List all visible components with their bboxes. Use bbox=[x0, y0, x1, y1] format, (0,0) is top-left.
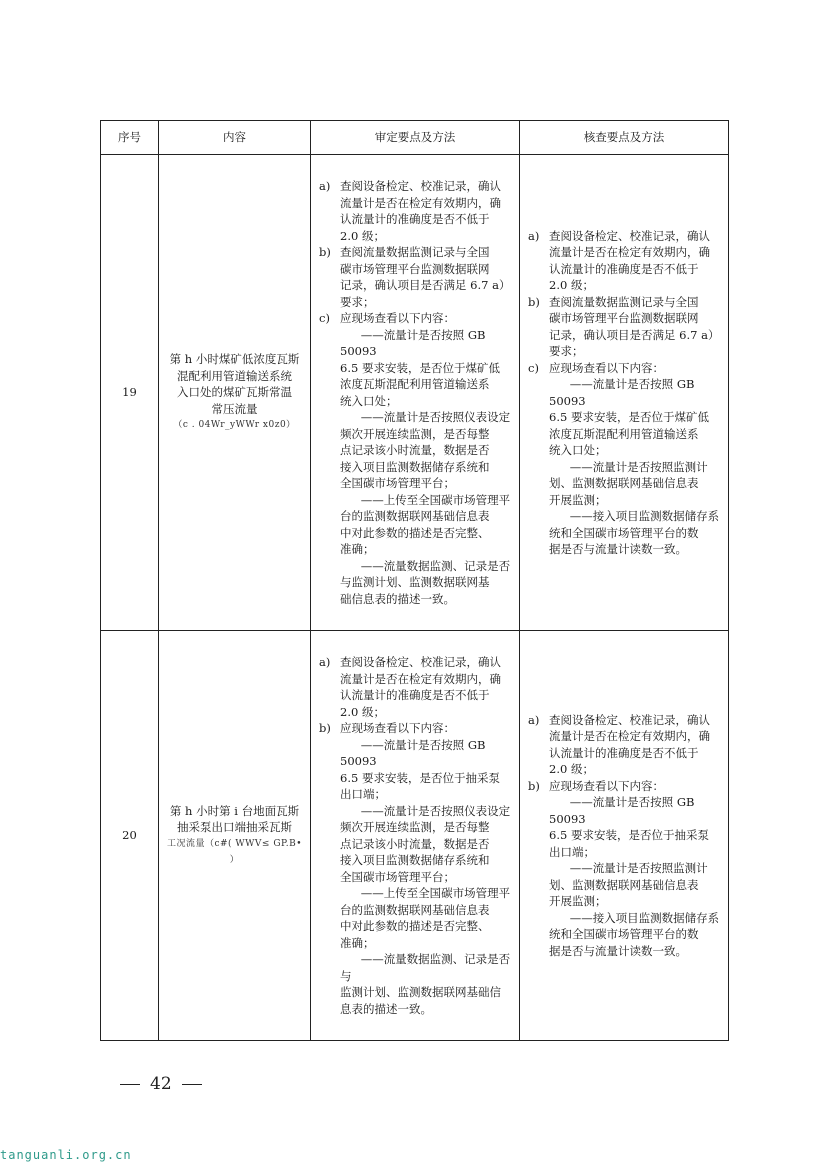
item-text-line: ——流量数据监测、记录是否 bbox=[360, 558, 511, 573]
item-text-line: 应现场查看以下内容： bbox=[549, 360, 664, 375]
item-text-line: ——上传至全国碳市场管理平 bbox=[360, 492, 511, 507]
item-text-line: ——流量计是否按照 GB 50093 bbox=[549, 795, 695, 826]
item-text-line: 开展监测； bbox=[549, 894, 607, 909]
item-text-line: 频次开展连续监测，是否每整 bbox=[340, 820, 490, 834]
item-text-line: 统和全国碳市场管理平台的数 bbox=[549, 525, 699, 540]
item-text-line: ——流量计是否按照监测计 bbox=[569, 861, 708, 876]
item-text-line: 出口端； bbox=[549, 844, 595, 859]
item-text-line: 接入项目监测数据储存系统和 bbox=[340, 853, 490, 867]
item-text-line: 查阅设备检定、校准记录，确认 bbox=[549, 228, 710, 243]
item-text-line: 接入项目监测数据储存系统和 bbox=[340, 459, 490, 474]
item-text-line: 全国碳市场管理平台； bbox=[340, 869, 455, 884]
item-marker: c) bbox=[528, 360, 539, 375]
item-text-line: 台的监测数据联网基础信息表 bbox=[340, 902, 490, 917]
item-text-line: 监测计划、监测数据联网基础信 bbox=[340, 985, 501, 999]
row-serial-number: 19 bbox=[101, 155, 159, 631]
item-marker: a) bbox=[319, 655, 331, 669]
content-line: 第 h 小时煤矿低浓度瓦斯 bbox=[169, 352, 300, 367]
item-text-line: 要求； bbox=[549, 344, 584, 358]
method-item bbox=[319, 327, 513, 410]
item-text-line: 2.0 级； bbox=[549, 278, 594, 292]
item-text-line: 准确； bbox=[340, 935, 375, 950]
item-text-line: 2.0 级； bbox=[549, 762, 594, 777]
content-line: 入口处的煤矿瓦斯常温 bbox=[177, 385, 292, 400]
item-text-line: ——上传至全国碳市场管理平 bbox=[360, 886, 511, 900]
item-marker: c) bbox=[319, 311, 330, 325]
method-item bbox=[319, 409, 513, 492]
item-text-line: 出口端； bbox=[340, 787, 386, 801]
item-text-line: ——流量计是否按照 GB 50093 bbox=[549, 377, 695, 408]
item-text-line: 查阅设备检定、校准记录，确认 bbox=[340, 655, 501, 669]
review-method-cell bbox=[311, 155, 520, 631]
verify-method-cell bbox=[520, 155, 729, 631]
table-header-row bbox=[101, 121, 729, 155]
item-text-line: 全国碳市场管理平台； bbox=[340, 476, 455, 490]
method-item bbox=[528, 228, 722, 294]
item-text-line: ——接入项目监测数据储存系 bbox=[569, 910, 720, 925]
method-item bbox=[319, 310, 513, 327]
item-text-line: 划、监测数据联网基础信息表 bbox=[549, 877, 699, 892]
table-row bbox=[101, 155, 729, 631]
item-text-line: ——流量计是否按照仪表设定 bbox=[360, 803, 511, 818]
item-marker: b) bbox=[528, 294, 540, 309]
review-list bbox=[319, 178, 513, 607]
method-item bbox=[528, 860, 722, 910]
page-footer bbox=[110, 1074, 212, 1094]
item-text-line: 息表的描述一致。 bbox=[340, 1001, 432, 1016]
header-serial: 序号 bbox=[101, 121, 159, 155]
header-review-method: 审定要点及方法 bbox=[311, 121, 520, 155]
item-text-line: 查阅设备检定、校准记录，确认 bbox=[549, 712, 710, 727]
item-text-line: 中对此参数的描述是否完整、 bbox=[340, 525, 490, 540]
row-content bbox=[159, 155, 311, 631]
method-item bbox=[528, 459, 722, 509]
method-item bbox=[319, 720, 513, 737]
item-text-line: 浓度瓦斯混配利用管道输送系 bbox=[549, 426, 699, 441]
item-text-line: 浓度瓦斯混配利用管道输送系 bbox=[340, 377, 490, 391]
method-item bbox=[319, 558, 513, 608]
method-item bbox=[319, 737, 513, 803]
header-content: 内容 bbox=[159, 121, 311, 155]
item-text-line: ——流量计是否按照仪表设定 bbox=[360, 410, 511, 424]
row-serial-number: 20 bbox=[101, 631, 159, 1041]
item-text-line: ——流量计是否按照监测计 bbox=[569, 459, 708, 474]
method-item bbox=[319, 803, 513, 886]
item-text-line: ——接入项目监测数据储存系 bbox=[569, 509, 720, 523]
content-line: 常压流量 bbox=[211, 401, 258, 416]
footer-dash-right bbox=[182, 1084, 202, 1085]
method-item bbox=[319, 885, 513, 951]
method-item bbox=[319, 178, 513, 244]
content-formula: （c . 04Wr_yWWr x0z0） bbox=[173, 420, 296, 431]
row-content bbox=[159, 631, 311, 1041]
item-text-line: ——流量数据监测、记录是否与 bbox=[340, 952, 511, 983]
item-text-line: 认流量计的准确度是否不低于 bbox=[340, 212, 490, 226]
item-text-line: 据是否与流量计读数一致。 bbox=[549, 542, 687, 556]
item-text-line: 据是否与流量计读数一致。 bbox=[549, 943, 687, 958]
page-number: 42 bbox=[150, 1074, 172, 1094]
method-item bbox=[528, 294, 722, 360]
footer-dash-left bbox=[120, 1084, 140, 1085]
item-text-line: 频次开展连续监测，是否每整 bbox=[340, 426, 490, 441]
item-text-line: 流量计是否在检定有效期内，确 bbox=[340, 671, 501, 686]
item-text-line: 台的监测数据联网基础信息表 bbox=[340, 509, 490, 523]
item-text-line: 认流量计的准确度是否不低于 bbox=[340, 688, 490, 702]
item-text-line: 应现场查看以下内容： bbox=[549, 778, 664, 793]
verify-method-cell bbox=[520, 631, 729, 1041]
item-marker: a) bbox=[528, 228, 540, 243]
item-text-line: 统入口处； bbox=[340, 393, 398, 408]
method-item bbox=[528, 376, 722, 459]
item-text-line: 碳市场管理平台监测数据联网 bbox=[340, 261, 490, 276]
item-text-line: ——流量计是否按照 GB 50093 bbox=[340, 327, 486, 358]
item-text-line: 应现场查看以下内容： bbox=[340, 311, 455, 325]
item-text-line: 2.0 级； bbox=[340, 228, 385, 243]
item-text-line: 开展监测； bbox=[549, 492, 607, 507]
method-item bbox=[528, 778, 722, 795]
item-text-line: 记录，确认项目是否满足 6.7 a） bbox=[340, 278, 511, 292]
review-list bbox=[319, 654, 513, 1017]
item-text-line: 查阅流量数据监测记录与全国 bbox=[340, 245, 490, 259]
item-text-line: 点记录该小时流量，数据是否 bbox=[340, 836, 490, 851]
method-item bbox=[528, 794, 722, 860]
content-line: 第 h 小时第 i 台地面瓦斯 bbox=[169, 803, 300, 818]
item-text-line: 记录，确认项目是否满足 6.7 a） bbox=[549, 327, 720, 342]
item-marker: b) bbox=[319, 245, 331, 259]
item-text-line: 查阅流量数据监测记录与全国 bbox=[549, 294, 699, 309]
content-line: 混配利用管道输送系统 bbox=[177, 368, 292, 383]
item-text-line: ——流量计是否按照 GB 50093 bbox=[340, 737, 486, 768]
method-item bbox=[528, 508, 722, 558]
item-text-line: 2.0 级； bbox=[340, 704, 385, 719]
item-text-line: 流量计是否在检定有效期内，确 bbox=[549, 729, 710, 744]
item-marker: a) bbox=[319, 179, 331, 193]
standard-table bbox=[100, 120, 729, 1041]
item-marker: b) bbox=[319, 721, 331, 735]
item-marker: a) bbox=[528, 712, 540, 727]
item-text-line: 查阅设备检定、校准记录，确认 bbox=[340, 179, 501, 193]
content-line: 抽采泵出口端抽采瓦斯 bbox=[177, 820, 292, 834]
item-text-line: 认流量计的准确度是否不低于 bbox=[549, 745, 699, 760]
method-item bbox=[528, 910, 722, 960]
review-method-cell bbox=[311, 631, 520, 1041]
method-item bbox=[319, 951, 513, 1017]
item-text-line: 与监测计划、监测数据联网基 bbox=[340, 575, 490, 589]
item-marker: b) bbox=[528, 778, 540, 793]
item-text-line: 中对此参数的描述是否完整、 bbox=[340, 919, 490, 933]
method-item bbox=[319, 654, 513, 720]
item-text-line: 流量计是否在检定有效期内，确 bbox=[549, 245, 710, 259]
table-row bbox=[101, 631, 729, 1041]
header-verify-method: 核查要点及方法 bbox=[520, 121, 729, 155]
item-text-line: 流量计是否在检定有效期内，确 bbox=[340, 195, 501, 210]
item-text-line: 碳市场管理平台监测数据联网 bbox=[549, 311, 699, 325]
item-text-line: 础信息表的描述一致。 bbox=[340, 591, 455, 606]
method-item bbox=[528, 712, 722, 778]
method-item bbox=[528, 360, 722, 377]
item-text-line: 6.5 要求安装，是否位于煤矿低 bbox=[340, 360, 500, 375]
item-text-line: 6.5 要求安装，是否位于抽采泵 bbox=[340, 770, 500, 785]
item-text-line: 统入口处； bbox=[549, 443, 607, 457]
item-text-line: 统和全国碳市场管理平台的数 bbox=[549, 927, 699, 942]
watermark-text: tanguanli.org.cn bbox=[0, 1148, 132, 1162]
item-text-line: 6.5 要求安装，是否位于煤矿低 bbox=[549, 410, 709, 424]
item-text-line: 划、监测数据联网基础信息表 bbox=[549, 476, 699, 490]
method-item bbox=[319, 244, 513, 310]
item-text-line: 6.5 要求安装，是否位于抽采泵 bbox=[549, 828, 709, 843]
item-text-line: 应现场查看以下内容： bbox=[340, 721, 455, 735]
item-text-line: 要求； bbox=[340, 294, 375, 309]
verify-list bbox=[528, 228, 722, 558]
item-text-line: 认流量计的准确度是否不低于 bbox=[549, 261, 699, 276]
verify-list bbox=[528, 712, 722, 960]
method-item bbox=[319, 492, 513, 558]
item-text-line: 准确； bbox=[340, 542, 375, 556]
content-formula: 工况流量（c#( WWV≤ GP.B• ） bbox=[166, 838, 303, 865]
item-text-line: 点记录该小时流量，数据是否 bbox=[340, 443, 490, 457]
